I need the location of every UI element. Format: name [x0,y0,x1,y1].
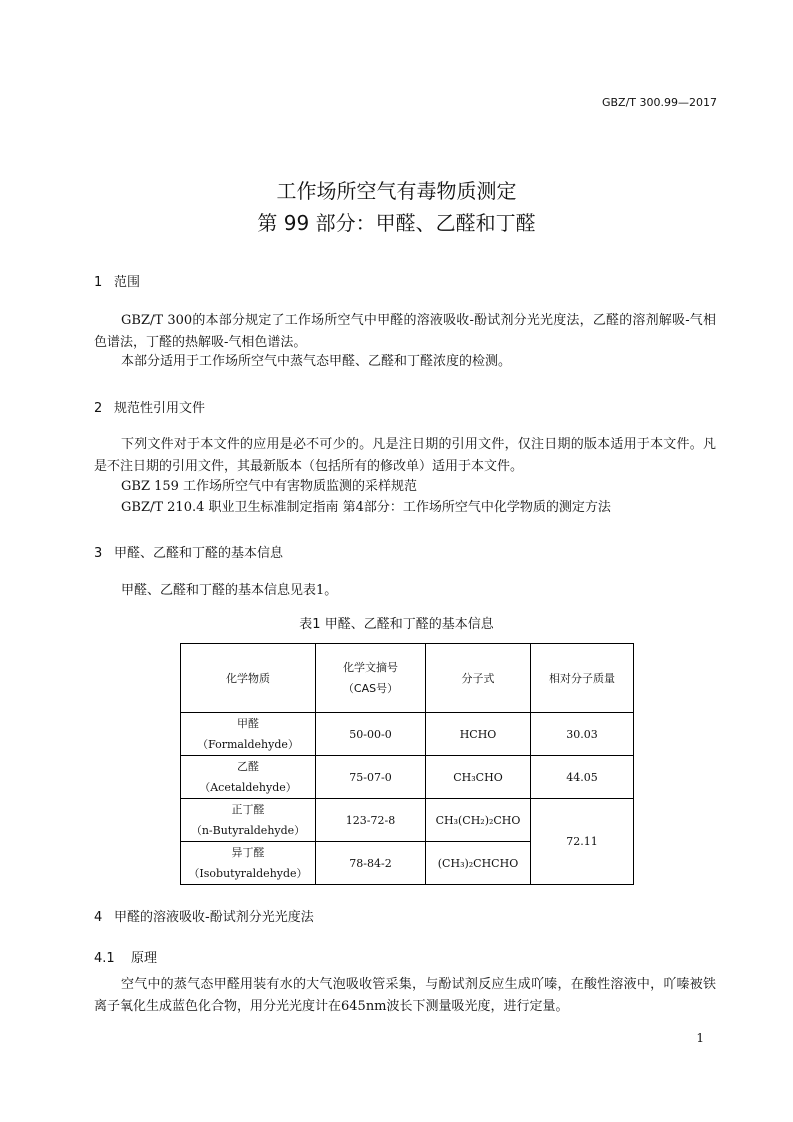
section-title: 规范性引用文件 [114,401,206,416]
cell-substance [181,842,316,885]
reference-gbz-159: GBZ 159 工作场所空气中有害物质监测的采样规范 [121,479,418,494]
section-1-paragraph-2: 本部分适用于工作场所空气中蒸气态甲醛、乙醛和丁醛浓度的检测。 [121,354,512,369]
cell-substance [181,799,316,842]
section-4-heading [94,906,314,925]
section-title: 甲醛的溶液吸收-酚试剂分光光度法 [114,910,314,925]
header-substance: 化学物质 [181,644,316,713]
substance-name-en: （n-Butyraldehyde） [190,824,306,837]
substance-name-cn: 异丁醛 [231,846,265,859]
section-title: 甲醛、乙醛和丁醛的基本信息 [114,546,284,561]
section-3-heading [94,542,283,561]
substance-name-cn: 乙醛 [237,760,259,773]
cell-cas: 78-84-2 [316,842,426,885]
table-1 [180,643,634,885]
header-cas [316,644,426,713]
substance-name-en: （Formaldehyde） [197,738,299,751]
substance-name-cn: 甲醛 [237,717,259,730]
cell-cas: 50-00-0 [316,713,426,756]
table-1-caption: 表1 甲醛、乙醛和丁醛的基本信息 [299,617,494,632]
substance-name-en: （Acetaldehyde） [199,781,297,794]
section-title: 范围 [114,275,141,290]
cell-substance [181,713,316,756]
section-4-1-heading [94,947,157,966]
cell-formula: CH₃(CH₂)₂CHO [426,799,531,842]
cell-formula: CH₃CHO [426,756,531,799]
cell-mass: 30.03 [531,713,634,756]
section-number: 4.1 [94,951,115,966]
table-row [181,799,634,842]
header-cas-line1: 化学文摘号 [343,661,398,674]
cell-formula: HCHO [426,713,531,756]
table-header-row [181,644,634,713]
document-subtitle: 第 99 部分：甲醛、乙醛和丁醛 [257,211,536,235]
section-3-paragraph-1: 甲醛、乙醛和丁醛的基本信息见表1。 [121,583,338,598]
section-number: 1 [94,275,103,290]
header-mass: 相对分子质量 [531,644,634,713]
cell-formula: (CH₃)₂CHCHO [426,842,531,885]
section-1-paragraph-1: GBZ/T 300的本部分规定了工作场所空气中甲醛的溶液吸收-酚试剂分光光度法，乙醛的溶剂解吸-气相色谱法，丁醛的热解吸-气相色谱法。 [94,313,716,350]
table-row [181,713,634,756]
section-1-heading [94,271,140,290]
substance-name-cn: 正丁醛 [231,803,265,816]
section-4-1-paragraph-1: 空气中的蒸气态甲醛用装有水的大气泡吸收管采集，与酚试剂反应生成吖嗪，在酸性溶液中，吖嗪被铁离子氧化生成蓝色化合物，用分光光度计在645nm波长下测量吸光度，进行定量。 [94,977,716,1014]
cell-mass: 44.05 [531,756,634,799]
header-formula: 分子式 [426,644,531,713]
section-number: 3 [94,546,103,561]
section-2-heading [94,397,205,416]
section-number: 4 [94,910,103,925]
page-number: 1 [696,1031,704,1045]
reference-gbz-t-210-4: GBZ/T 210.4 职业卫生标准制定指南 第4部分：工作场所空气中化学物质的测定方法 [121,500,611,515]
section-title: 原理 [131,951,158,966]
document-title: 工作场所空气有毒物质测定 [276,179,517,203]
cell-substance [181,756,316,799]
substance-name-en: （Isobutyraldehyde） [188,867,308,880]
standard-number: GBZ/T 300.99—2017 [601,96,717,109]
section-number: 2 [94,401,103,416]
cell-cas: 75-07-0 [316,756,426,799]
cell-mass-merged: 72.11 [531,799,634,885]
header-cas-line2: （CAS号） [342,682,399,695]
cell-cas: 123-72-8 [316,799,426,842]
section-2-paragraph-1: 下列文件对于本文件的应用是必不可少的。凡是注日期的引用文件，仅注日期的版本适用于本文件。凡是不注日期的引用文件，其最新版本（包括所有的修改单）适用于本文件。 [94,437,716,474]
table-row [181,756,634,799]
